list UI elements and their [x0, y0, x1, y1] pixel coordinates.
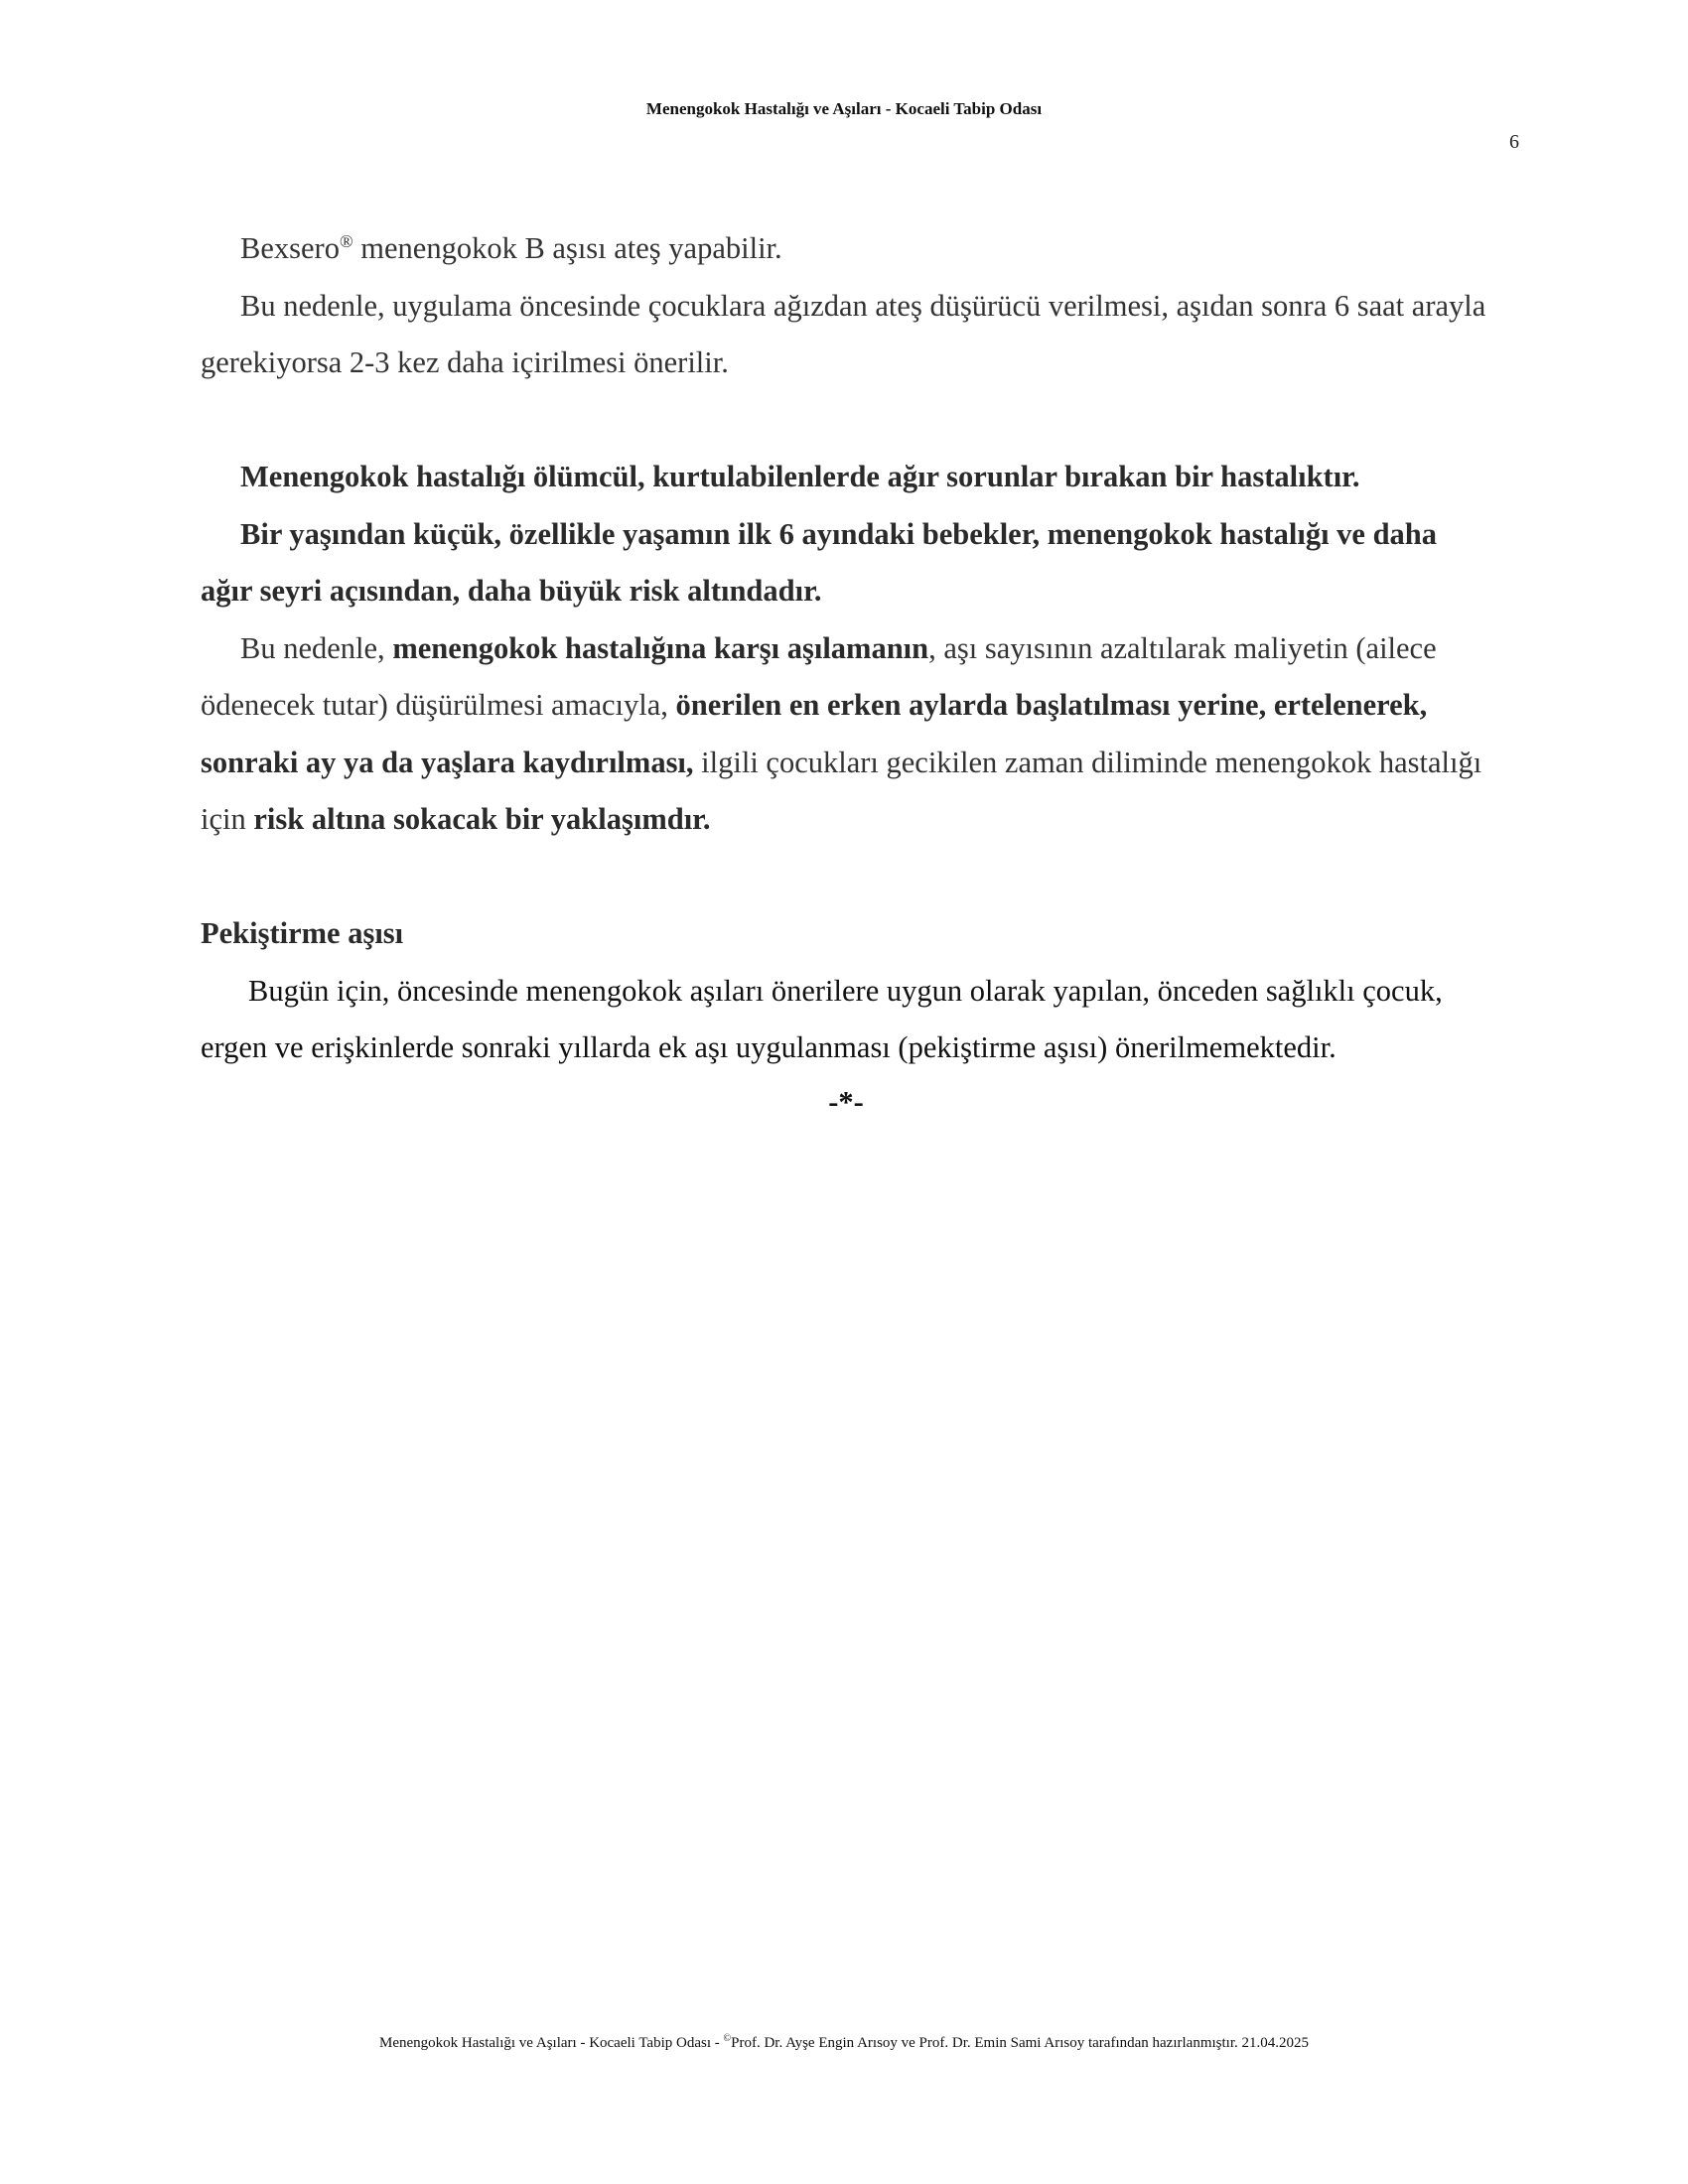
- section-heading: Pekiştirme aşısı: [201, 916, 404, 950]
- paragraph-deadly-disease: [201, 449, 1491, 506]
- bold-run: önerilen en erken aylarda başlatılması yerine, ertelenerek, sonraki ay ya da yaşlara kaydırılması,: [201, 688, 1428, 779]
- bold-run: risk altına sokacak bir yaklaşımdır.: [253, 802, 711, 836]
- bold-run: menengokok hastalığına karşı aşılamanın: [392, 630, 929, 665]
- registered-mark: ®: [339, 230, 353, 251]
- footer-text: Menengokok Hastalığı ve Aşıları - Kocaeli Tabip Odası -: [378, 2035, 724, 2051]
- text-run: Bu nedenle,: [240, 630, 393, 665]
- footer-credits: Prof. Dr. Ayşe Engin Arısoy ve Prof. Dr. Emin Sami Arısoy tarafından hazırlanmıştır. 21.04.2025: [731, 2035, 1310, 2051]
- paragraph-fever-advice: Bu nedenle, uygulama öncesinde çocuklara ağızdan ateş düşürücü verilmesi, aşıdan sonra 6 saat arayla gerekiyorsa 2-3 kez daha içirilmesi önerilir.: [201, 288, 1486, 379]
- paragraph-booster: Bugün için, öncesinde menengokok aşıları önerilere uygun olarak yapılan, önceden sağlıklı çocuk, ergen ve erişkinlerde sonraki yıllarda ek aşı uygulanması (pekiştirme aşısı) önerilmemektedir.: [201, 973, 1443, 1064]
- brand-name: Bexsero: [240, 231, 340, 265]
- running-footer: [0, 2035, 1688, 2052]
- paragraph-bexsero: [201, 220, 1491, 278]
- bold-statement: Menengokok hastalığı ölümcül, kurtulabilenlerde ağır sorunlar bırakan bir hastalıktır.: [240, 460, 1360, 493]
- document-body: [201, 220, 1491, 1127]
- paragraph-gap: [201, 849, 1491, 906]
- running-header: Menengokok Hastalığı ve Aşıları - Kocaeli Tabip Odası: [645, 99, 1043, 118]
- end-separator: -*-: [828, 1084, 864, 1119]
- paragraph-gap: [201, 392, 1491, 450]
- page-number: 6: [1509, 131, 1519, 153]
- paragraph-delay-risk: [201, 620, 1491, 849]
- text-run: , aşı sayısının azaltılarak maliyetin (ailece ödenecek tutar) düşürülmesi amacıyla,: [201, 630, 1437, 722]
- paragraph-text: menengokok B aşısı ateş yapabilir.: [352, 231, 782, 265]
- copyright-mark: ©: [723, 2033, 732, 2044]
- bold-statement: Bir yaşından küçük, özellikle yaşamın ilk 6 ayındaki bebekler, menengokok hastalığı ve daha ağır seyri açısından, daha büyük risk altındadır.: [201, 516, 1438, 608]
- text-run: ilgili çocukları gecikilen zaman diliminde menengokok hastalığı için: [201, 745, 1482, 836]
- paragraph-infant-risk: [201, 506, 1491, 620]
